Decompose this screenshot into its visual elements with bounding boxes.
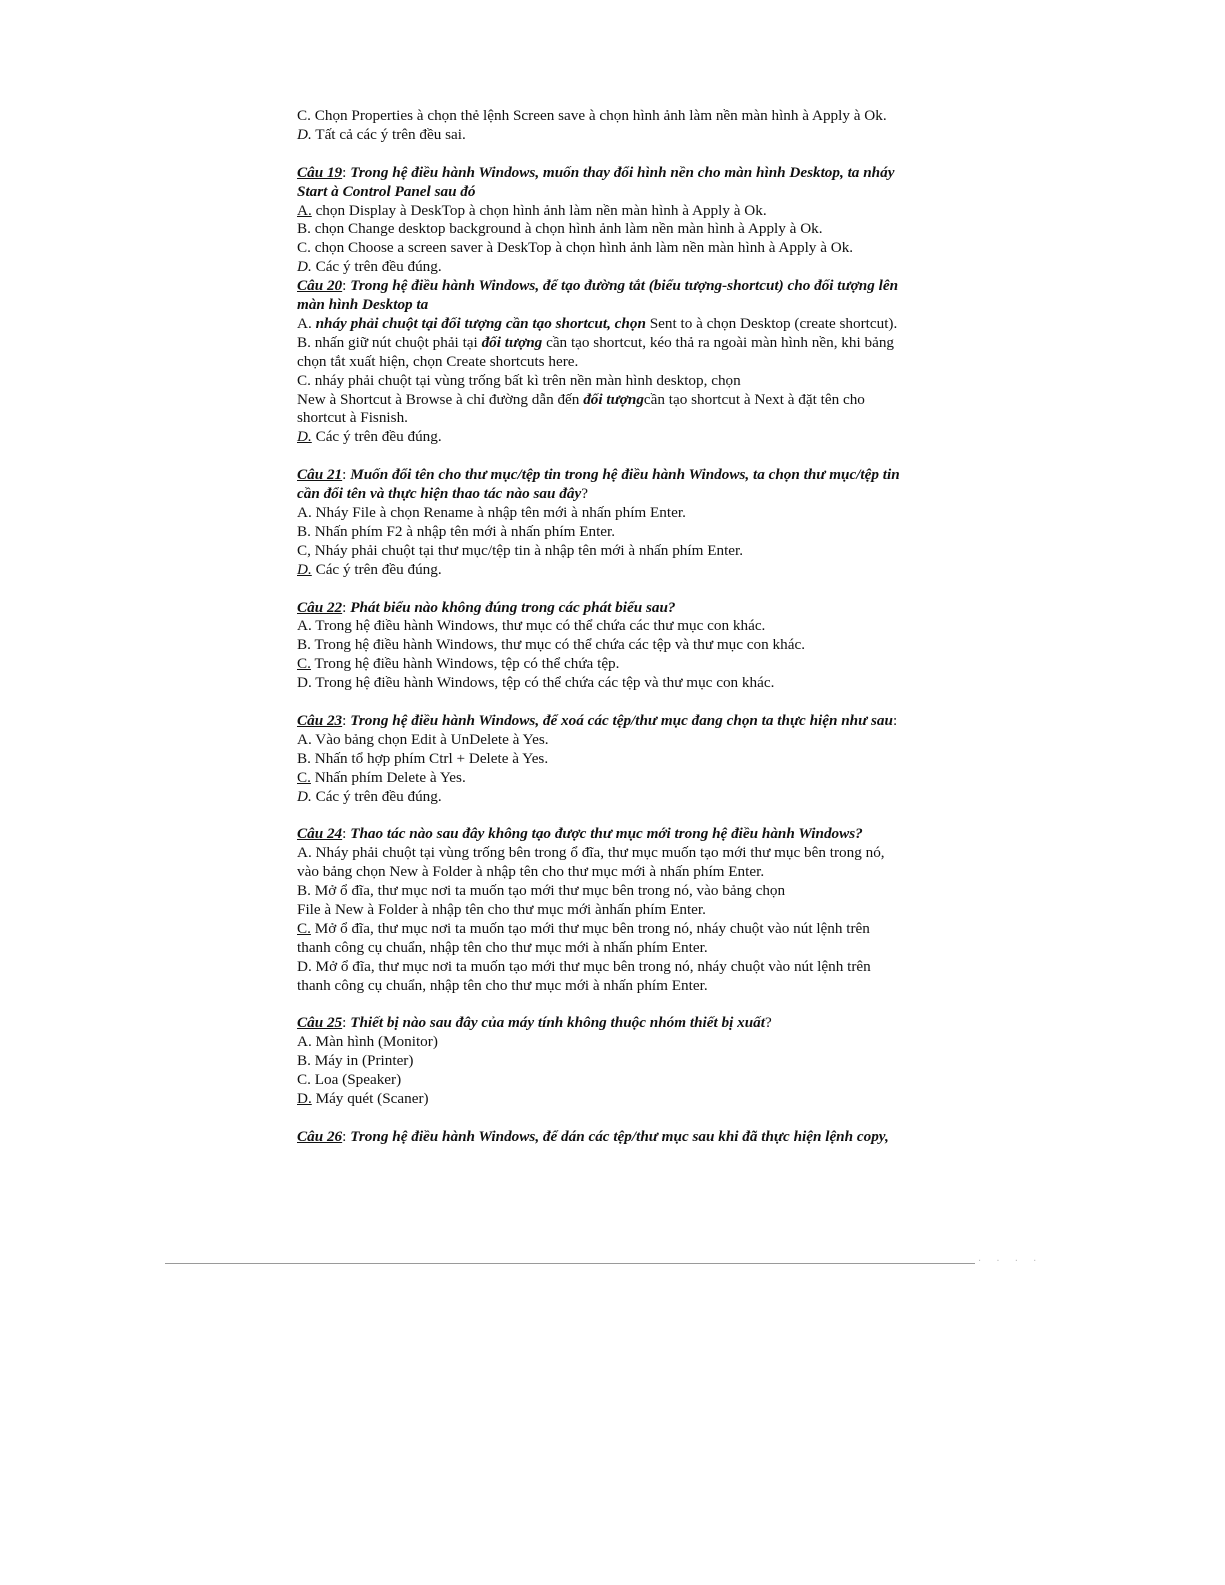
question-text: Muốn đổi tên cho thư mục/tệp tin trong hệ điều hành Windows, ta chọn thư mục/tệp tin (350, 466, 900, 484)
q24-option-c (297, 920, 957, 939)
q24-title (297, 825, 957, 844)
question-sep: : (342, 825, 351, 843)
question-text: Phát biểu nào không đúng trong các phát biểu sau? (350, 598, 676, 616)
option-text: Các ý trên đều đúng. (311, 560, 442, 578)
q25-option-d (297, 1090, 957, 1109)
option-text: cần tạo shortcut, kéo thả ra ngoài màn hình nền, khi bảng (542, 333, 895, 351)
spacer (297, 580, 957, 599)
question-sep: : (342, 163, 351, 181)
question-text: Trong hệ điều hành Windows, muốn thay đổi hình nền cho màn hình Desktop, ta nháy (350, 163, 895, 181)
q20-option-b-line2: chọn tắt xuất hiện, chọn Create shortcuts here. (297, 352, 579, 370)
q25-option-b: B. Máy in (Printer) (297, 1052, 414, 1070)
question-text: Thao tác nào sau đây không tạo được thư mục mới trong hệ điều hành Windows? (350, 825, 863, 843)
question-sep: : (342, 711, 351, 729)
q19-option-a (297, 202, 957, 221)
option-prefix: A. (297, 314, 316, 332)
option-letter: D. (297, 125, 312, 143)
question-text: Trong hệ điều hành Windows, để tạo đường tắt (biểu tượng-shortcut) cho đối tượng lên (350, 277, 899, 295)
q25-option-c: C. Loa (Speaker) (297, 1071, 402, 1089)
q21-option-c: C, Nháy phải chuột tại thư mục/tệp tin à nhập tên mới à nhấn phím Enter. (297, 541, 744, 559)
question-end: : (892, 711, 898, 729)
q20-title (297, 277, 957, 296)
q20-option-b (297, 334, 957, 353)
question-label: Câu 22 (297, 598, 343, 616)
option-text: Các ý trên đều đúng. (311, 787, 442, 805)
q24-option-a-line2: vào bảng chọn New à Folder à nhập tên cho thư mục mới à nhấn phím Enter. (297, 863, 765, 881)
question-sep: : (342, 598, 351, 616)
option-bold-text: nháy phải chuột tại đối tượng cần tạo shortcut, chọn (315, 314, 646, 332)
question-sep: : (342, 277, 351, 295)
option-letter: C. (297, 655, 311, 673)
spacer (297, 1109, 957, 1128)
question-label: Câu 20 (297, 277, 343, 295)
q23-option-c (297, 769, 957, 788)
question-sep: : (342, 1014, 351, 1032)
q21-option-b: B. Nhấn phím F2 à nhập tên mới à nhấn phím Enter. (297, 522, 616, 540)
option-text: Máy quét (Scaner) (311, 1090, 429, 1108)
option-letter: C. (297, 768, 311, 786)
question-label: Câu 24 (297, 825, 343, 843)
q20-option-c-line2 (297, 391, 957, 410)
q24-option-a: A. Nháy phải chuột tại vùng trống bên trong ổ đĩa, thư mục muốn tạo mới thư mục bên trong nó, (297, 844, 885, 862)
option-text: Các ý trên đều đúng. (311, 428, 442, 446)
q20-option-c: C. nháy phải chuột tại vùng trống bất kì trên nền màn hình desktop, chọn (297, 371, 741, 389)
spacer (297, 996, 957, 1015)
question-text: Trong hệ điều hành Windows, để xoá các tệp/thư mục đang chọn ta thực hiện như sau (350, 711, 893, 729)
q22-option-b: B. Trong hệ điều hành Windows, thư mục có thể chứa các tệp và thư mục con khác. (297, 636, 806, 654)
q20-option-c-line3: shortcut à Fisnish. (297, 409, 408, 427)
q25-title (297, 1014, 957, 1033)
option-text: Trong hệ điều hành Windows, tệp có thể chứa tệp. (310, 655, 620, 673)
spacer (297, 806, 957, 825)
question-sep: : (342, 1127, 351, 1145)
spacer (297, 693, 957, 712)
question-end: ? (581, 485, 588, 503)
option-prefix: B. nhấn giữ nút chuột phải tại (297, 333, 482, 351)
question-end: ? (764, 1014, 772, 1032)
option-letter: A. (297, 201, 312, 219)
question-sep: : (342, 466, 351, 484)
q24-option-b: B. Mở ổ đĩa, thư mục nơi ta muốn tạo mới thư mục bên trong nó, vào bảng chọn (297, 882, 786, 900)
q21-title (297, 466, 957, 485)
q22-title (297, 599, 957, 618)
q24-option-d: D. Mở ổ đĩa, thư mục nơi ta muốn tạo mới thư mục bên trong nó, nháy chuột vào nút lệnh trên (297, 957, 871, 975)
q22-option-d: D. Trong hệ điều hành Windows, tệp có thể chứa các tệp và thư mục con khác. (297, 674, 775, 692)
option-text: chọn Display à DeskTop à chọn hình ảnh làm nền màn hình à Apply à Ok. (311, 201, 767, 219)
option-text: Các ý trên đều đúng. (311, 258, 442, 276)
question-label: Câu 19 (297, 163, 343, 181)
q19-title-line2: Start à Control Panel sau đó (297, 182, 476, 200)
q19-title (297, 164, 957, 183)
option-text: cần tạo shortcut à Next à đặt tên cho (643, 390, 865, 408)
question-text: Thiết bị nào sau đây của máy tính không thuộc nhóm thiết bị xuất (350, 1014, 765, 1032)
q19-option-c: C. chọn Choose a screen saver à DeskTop à chọn hình ảnh làm nền màn hình à Apply à Ok. (297, 239, 854, 257)
q21-option-a: A. Nháy File à chọn Rename à nhập tên mới à nhấn phím Enter. (297, 504, 686, 521)
question-label: Câu 25 (297, 1014, 343, 1032)
q22-option-a: A. Trong hệ điều hành Windows, thư mục có thể chứa các thư mục con khác. (297, 617, 766, 635)
q20-title-line2: màn hình Desktop ta (297, 296, 429, 314)
q18-option-c: C. Chọn Properties à chọn thẻ lệnh Screen save à chọn hình ảnh làm nền màn hình à Apply à Ok. (297, 107, 887, 124)
q19-option-b: B. chọn Change desktop background à chọn hình ảnh làm nền màn hình à Apply à Ok. (297, 220, 823, 238)
option-letter: D. (297, 1090, 312, 1108)
q25-option-a: A. Màn hình (Monitor) (297, 1033, 438, 1051)
q24-option-c-line2: thanh công cụ chuẩn, nhập tên cho thư mục mới à nhấn phím Enter. (297, 938, 708, 956)
q24-option-b-line2: File à New à Folder à nhập tên cho thư mục mới ànhấn phím Enter. (297, 900, 706, 918)
option-letter: D. (297, 560, 312, 578)
option-letter: D. (297, 428, 312, 446)
question-label: Câu 23 (297, 711, 343, 729)
option-text: Tất cả các ý trên đều sai. (311, 125, 466, 143)
q23-title (297, 712, 957, 731)
question-text: cần đổi tên và thực hiện thao tác nào sau đây (297, 485, 582, 503)
option-letter: D. (297, 258, 312, 276)
q20-option-d (297, 428, 957, 447)
option-text: Mở ổ đĩa, thư mục nơi ta muốn tạo mới thư mục bên trong nó, nháy chuột vào nút lệnh trên (310, 919, 870, 937)
option-prefix: New à Shortcut à Browse à chỉ đường dẫn đến (297, 390, 584, 408)
q19-option-d (297, 258, 957, 277)
q22-option-c (297, 655, 957, 674)
spacer (297, 145, 957, 164)
option-text: Nhấn phím Delete à Yes. (310, 768, 466, 786)
document-page (297, 107, 957, 1147)
question-label: Câu 26 (297, 1127, 343, 1145)
question-text: Trong hệ điều hành Windows, để dán các tệp/thư mục sau khi đã thực hiện lệnh copy, (350, 1127, 889, 1145)
spacer (297, 447, 957, 466)
q18-option-d (297, 126, 957, 145)
page-footer-rule (165, 1263, 975, 1264)
page-footer-dots: · · · · (978, 1256, 1043, 1267)
q26-title (297, 1128, 957, 1147)
option-bold-text: đối tượng (481, 333, 543, 351)
option-text: Sent to à chọn Desktop (create shortcut). (645, 314, 898, 332)
option-bold-text: đối tượng (583, 390, 644, 408)
question-label: Câu 21 (297, 466, 343, 484)
q20-option-a (297, 315, 957, 334)
q23-option-b: B. Nhấn tổ hợp phím Ctrl + Delete à Yes. (297, 749, 549, 767)
q23-option-a: A. Vào bảng chọn Edit à UnDelete à Yes. (297, 730, 549, 748)
q21-title-line2 (297, 485, 957, 504)
option-letter: C. (297, 919, 311, 937)
q23-option-d (297, 788, 957, 807)
option-letter: D. (297, 787, 312, 805)
q21-option-d (297, 561, 957, 580)
q24-option-d-line2: thanh công cụ chuẩn, nhập tên cho thư mục mới à nhấn phím Enter. (297, 976, 708, 994)
